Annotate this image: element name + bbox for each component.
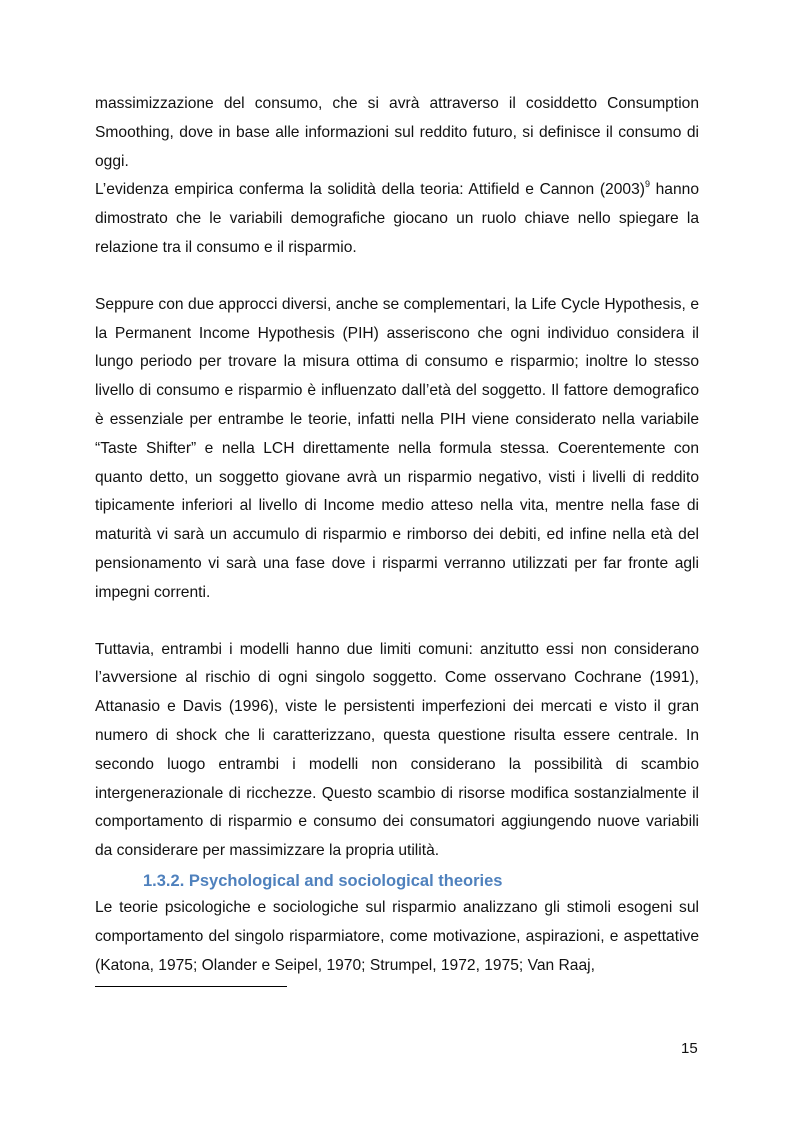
page-body — [95, 90, 699, 980]
paragraph-spacer — [95, 263, 699, 291]
paragraph-2-tail: hanno dimostrato che le variabili demografiche giocano un ruolo chiave nello spiegare la relazione tra il consumo e il risparmio. — [95, 181, 700, 256]
page-number: 15 — [681, 1040, 698, 1057]
paragraph-3: Seppure con due approcci diversi, anche se complementari, la Life Cycle Hypothesis, e la Permanent Income Hypothesis (PIH) asseriscono che ogni individuo considera il lungo periodo per trovare la misura ottima di consumo e risparmio; inoltre lo stesso livello di consumo e risparmio è influenzato dall’età del soggetto. Il fattore demografico è essenziale per entrambe le teorie, infatti nella PIH viene considerato nella variabile “Taste Shifter” e nella LCH direttamente nella formula stessa. Coerentemente con quanto detto, un soggetto giovane avrà un risparmio negativo, visti i livelli di reddito tipicamente inferiori al livello di Income medio atteso nella vita, mentre nella fase di maturità vi sarà un accumulo di risparmio e rimborso dei debiti, ed infine nella età del pensionamento vi sarà una fase dove i risparmi verranno utilizzati per far fronte agli impegni correnti. — [95, 295, 699, 601]
paragraph-spacer — [95, 608, 699, 636]
paragraph-2 — [95, 176, 699, 262]
paragraph-1: massimizzazione del consumo, che si avrà attraverso il cosiddetto Consumption Smoothing, dove in base alle informazioni sul reddito futuro, si definisce il consumo di oggi. — [95, 95, 699, 170]
paragraph-2-text: L’evidenza empirica conferma la solidità della teoria: Attifield e Cannon (2003) — [95, 181, 645, 199]
footnote-ref[interactable]: 9 — [644, 179, 650, 190]
section-heading: 1.3.2. Psychological and sociological theories — [143, 871, 503, 890]
paragraph-5: Le teorie psicologiche e sociologiche sul risparmio analizzano gli stimoli esogeni sul comportamento del singolo risparmiatore, come motivazione, aspirazioni, e aspettative (Katona, 1975; Olander e Seipel, 1970; Strumpel, 1972, 1975; Van Raaj, — [95, 898, 699, 974]
paragraph-4: Tuttavia, entrambi i modelli hanno due limiti comuni: anzitutto essi non considerano l’avversione al rischio di ogni singolo soggetto. Come osservano Cochrane (1991), Attanasio e Davis (1996), viste le persistenti imperfezioni dei mercati e visto il gran numero di shock che li caratterizzano, questa questione risulta essere centrale. In secondo luogo entrambi i modelli non considerano la possibilità di scambio intergenerazionale di ricchezze. Questo scambio di risorse modifica sostanzialmente il comportamento di risparmio e consumo dei consumatori aggiungendo nuove variabili da considerare per massimizzare la propria utilità. — [95, 640, 699, 860]
footnote-separator — [95, 986, 287, 987]
